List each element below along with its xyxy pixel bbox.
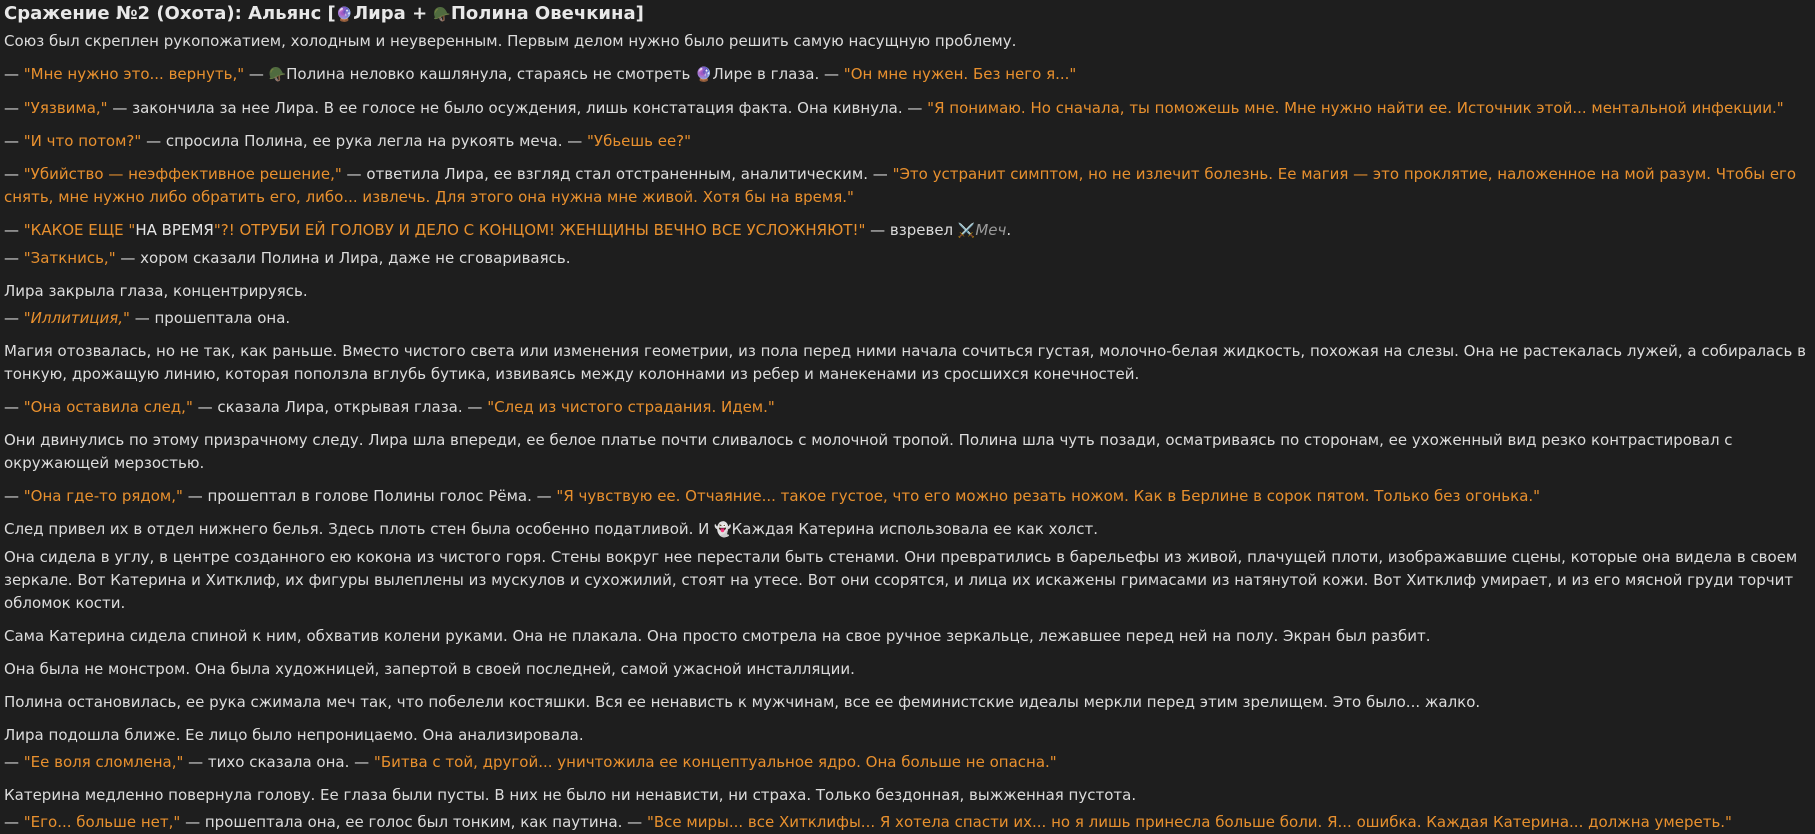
paragraph	[4, 130, 1811, 153]
quote: "Иллитиция,"	[23, 309, 130, 327]
title-lira: Лира	[353, 3, 406, 24]
quote: "Она где-то рядом,"	[23, 487, 183, 505]
paragraph: Катерина медленно повернула голову. Ее глаза были пусты. В них не было ни ненависти, ни страха. Только бездонная, выжженная пустота.	[4, 786, 1137, 804]
sword-icon: ⚔️	[957, 223, 976, 239]
quote: "Я чувствую ее. Отчаяние... такое густое, что его можно резать ножом. Как в Берлине в сорок пятом. Только без огонька."	[556, 487, 1541, 505]
ghost-icon: 👻	[714, 522, 732, 538]
narration: —	[244, 65, 269, 83]
sword-name: Меч	[975, 221, 1007, 239]
paragraph	[4, 97, 1811, 120]
narration: Полина неловко кашлянула, стараясь не смотреть	[286, 65, 696, 83]
dash: —	[4, 398, 24, 416]
dash: —	[4, 221, 24, 239]
quote: "Уязвима,"	[23, 99, 108, 117]
quote: "Битва с той, другой... уничтожила ее концептуальное ядро. Она больше не опасна."	[373, 753, 1057, 771]
crystal-ball-icon: 🔮	[695, 67, 713, 83]
narration: След привел их в отдел нижнего белья. Здесь плоть стен была особенно податливой. И	[4, 520, 715, 538]
dash: —	[4, 309, 24, 327]
quote-inner-text: НА ВРЕМЯ	[135, 221, 214, 239]
dash: —	[4, 753, 24, 771]
paragraph: Магия отозвалась, но не так, как раньше. Вместо чистого света или изменения геометрии, из пола перед ними начала сочиться густая, молочно-белая жидкость, похожая на слезы. Она не растекалась лужей, а собиралась в тонкую, дрожащую линию, которая поползла вглубь бутика, извиваясь между колоннами из ребер и манекенами из сросшихся конечностей.	[4, 342, 1806, 383]
dash: —	[4, 487, 24, 505]
quote: "След из чистого страдания. Идем."	[487, 398, 775, 416]
title-polina: Полина Овечкина	[450, 3, 636, 24]
narration: Лире в глаза. —	[712, 65, 844, 83]
dash: —	[4, 99, 24, 117]
quote: "Все миры... все Хитклифы... Я хотела спасти их... но я лишь принесла больше боли. Я... ошибка. Каждая Катерина... должна умереть."	[646, 813, 1732, 831]
narration: — ответила Лира, ее взгляд стал отстраненным, аналитическим. —	[341, 165, 893, 183]
narration: — прошептал в голове Полины голос Рёма. —	[182, 487, 557, 505]
quote: "Я понимаю. Но сначала, ты поможешь мне. Мне нужно найти ее. Источник этой... ментальной инфекции."	[927, 99, 1784, 117]
quote: "?! ОТРУБИ ЕЙ ГОЛОВУ И ДЕЛО С КОНЦОМ! ЖЕНЩИНЫ ВЕЧНО ВСЕ УСЛОЖНЯЮТ!"	[213, 221, 866, 239]
dash: —	[4, 813, 24, 831]
quote: "КАКОЕ ЕЩЕ "	[23, 221, 136, 239]
narration: — спросила Полина, ее рука легла на рукоять меча. —	[141, 132, 588, 150]
quote: "Заткнись,"	[23, 249, 116, 267]
narration: — прошептала она, ее голос был тонким, как паутина. —	[180, 813, 647, 831]
quote: "Его... больше нет,"	[23, 813, 181, 831]
paragraph	[4, 247, 1811, 270]
narration: — сказала Лира, открывая глаза. —	[192, 398, 488, 416]
paragraph: Она сидела в углу, в центре созданного ею кокона из чистого горя. Стены вокруг нее перестали быть стенами. Они превратились в барельефы из живой, плачущей плоти, изображавшие сцены, которые она видела в своем зеркале. Вот Катерина и Хитклиф, их фигуры вылеплены из мускулов и сухожилий, стоят на утесе. Вот они ссорятся, и лица их искажены гримасами из натянутой кожи. Вот Хитклиф умирает, и из его мясной груди торчит обломок кости.	[4, 548, 1798, 612]
dash: —	[4, 132, 24, 150]
narration: — взревел	[865, 221, 958, 239]
paragraph: Полина остановилась, ее рука сжимала меч так, что побелели костяшки. Вся ее ненависть к мужчинам, все ее феминистские идеалы меркли перед этим зрелищем. Это было... жалко.	[4, 693, 1481, 711]
battle-title	[4, 0, 1811, 28]
paragraph	[4, 811, 1811, 834]
quote: "Мне нужно это... вернуть,"	[23, 65, 245, 83]
title-prefix: Сражение №2 (Охота): Альянс [	[4, 3, 336, 24]
quote: "Она оставила след,"	[23, 398, 193, 416]
title-suffix: ]	[635, 3, 644, 24]
paragraph: Она была не монстром. Она была художницей, запертой в своей последней, самой ужасной инсталляции.	[4, 660, 855, 678]
paragraph	[4, 751, 1811, 774]
narration: .	[1006, 221, 1012, 239]
paragraph: Они двинулись по этому призрачному следу. Лира шла впереди, ее белое платье почти сливалось с молочной тропой. Полина шла чуть позади, осматриваясь по сторонам, ее ухоженный вид резко контрастировал с окружающей мерзостью.	[4, 431, 1733, 472]
dash: —	[4, 249, 24, 267]
paragraph	[4, 163, 1811, 209]
helmet-icon: 🪖	[433, 7, 451, 23]
quote: "Убийство — неэффективное решение,"	[23, 165, 342, 183]
quote: "И что потом?"	[23, 132, 142, 150]
narration: — прошептала она.	[129, 309, 291, 327]
paragraph: Лира подошла ближе. Ее лицо было непроницаемо. Она анализировала.	[4, 726, 584, 744]
quote: "Это устранит симптом, но не излечит болезнь. Ее магия — это проклятие, наложенное на мой разум. Чтобы его снять, мне нужно либо обратить его, либо... извлечь. Для этого она нужна мне живой. Хотя бы на время."	[4, 165, 1797, 206]
narration: — хором сказали Полина и Лира, даже не сговариваясь.	[115, 249, 571, 267]
paragraph: Лира закрыла глаза, концентрируясь.	[4, 282, 308, 300]
helmet-icon: 🪖	[268, 67, 287, 83]
quote: "Ее воля сломлена,"	[23, 753, 184, 771]
paragraph	[4, 485, 1811, 508]
paragraph: Союз был скреплен рукопожатием, холодным и неуверенным. Первым делом нужно было решить самую насущную проблему.	[4, 32, 1017, 50]
dash: —	[4, 65, 24, 83]
paragraph	[4, 518, 1811, 542]
narration: — тихо сказала она. —	[183, 753, 374, 771]
narration: Каждая Катерина использовала ее как холст.	[731, 520, 1099, 538]
paragraph	[4, 219, 1811, 243]
title-plus: +	[405, 3, 434, 24]
paragraph: Сама Катерина сидела спиной к ним, обхватив колени руками. Она не плакала. Она просто смотрела на свое ручное зеркальце, лежавшее перед ней на полу. Экран был разбит.	[4, 627, 1431, 645]
dash: —	[4, 165, 24, 183]
quote: "Он мне нужен. Без него я..."	[843, 65, 1077, 83]
paragraph	[4, 63, 1811, 87]
quote: "Убьешь ее?"	[587, 132, 692, 150]
crystal-ball-icon: 🔮	[335, 7, 354, 23]
paragraph	[4, 396, 1811, 419]
paragraph	[4, 307, 1811, 330]
narration: — закончила за нее Лира. В ее голосе не было осуждения, лишь констатация факта. Она кивнула. —	[107, 99, 928, 117]
